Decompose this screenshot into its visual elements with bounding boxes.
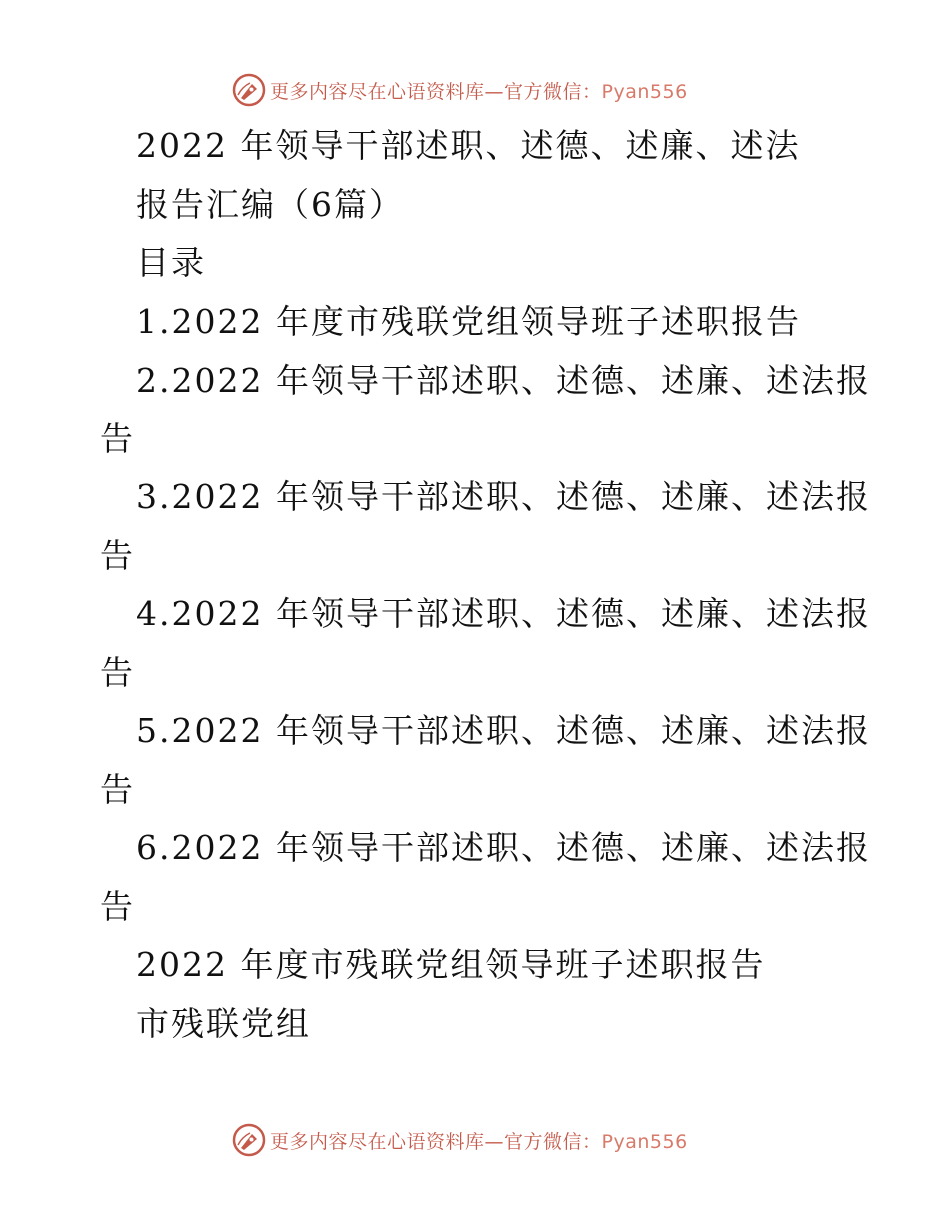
header-watermark bbox=[232, 72, 688, 108]
section-title: 2022 年度市残联党组领导班子述职报告 bbox=[136, 945, 766, 984]
footer-watermark bbox=[232, 1122, 688, 1158]
watermark-text: 更多内容尽在心语资料库—官方微信：Pyan556 bbox=[270, 80, 688, 103]
toc-item-4: 4.2022 年领导干部述职、述德、述廉、述法报 bbox=[136, 594, 871, 633]
document-title-line2: 报告汇编（6篇） bbox=[136, 185, 404, 224]
toc-item-4-wrap: 告 bbox=[100, 653, 135, 692]
toc-item-1: 1.2022 年度市残联党组领导班子述职报告 bbox=[136, 302, 801, 341]
toc-item-2-wrap: 告 bbox=[100, 419, 135, 458]
section-author: 市残联党组 bbox=[136, 1004, 311, 1043]
watermark-text: 更多内容尽在心语资料库—官方微信：Pyan556 bbox=[270, 1130, 688, 1153]
toc-item-2: 2.2022 年领导干部述职、述德、述廉、述法报 bbox=[136, 361, 871, 400]
toc-item-3: 3.2022 年领导干部述职、述德、述廉、述法报 bbox=[136, 477, 871, 516]
toc-heading: 目录 bbox=[136, 243, 206, 282]
pen-nib-logo-icon bbox=[232, 1123, 266, 1157]
toc-item-6: 6.2022 年领导干部述职、述德、述廉、述法报 bbox=[136, 828, 871, 867]
document-title-line1: 2022 年领导干部述职、述德、述廉、述法 bbox=[136, 126, 801, 165]
pen-nib-logo-icon bbox=[232, 73, 266, 107]
toc-item-6-wrap: 告 bbox=[100, 887, 135, 926]
toc-item-5-wrap: 告 bbox=[100, 770, 135, 809]
toc-item-3-wrap: 告 bbox=[100, 536, 135, 575]
toc-item-5: 5.2022 年领导干部述职、述德、述廉、述法报 bbox=[136, 711, 871, 750]
